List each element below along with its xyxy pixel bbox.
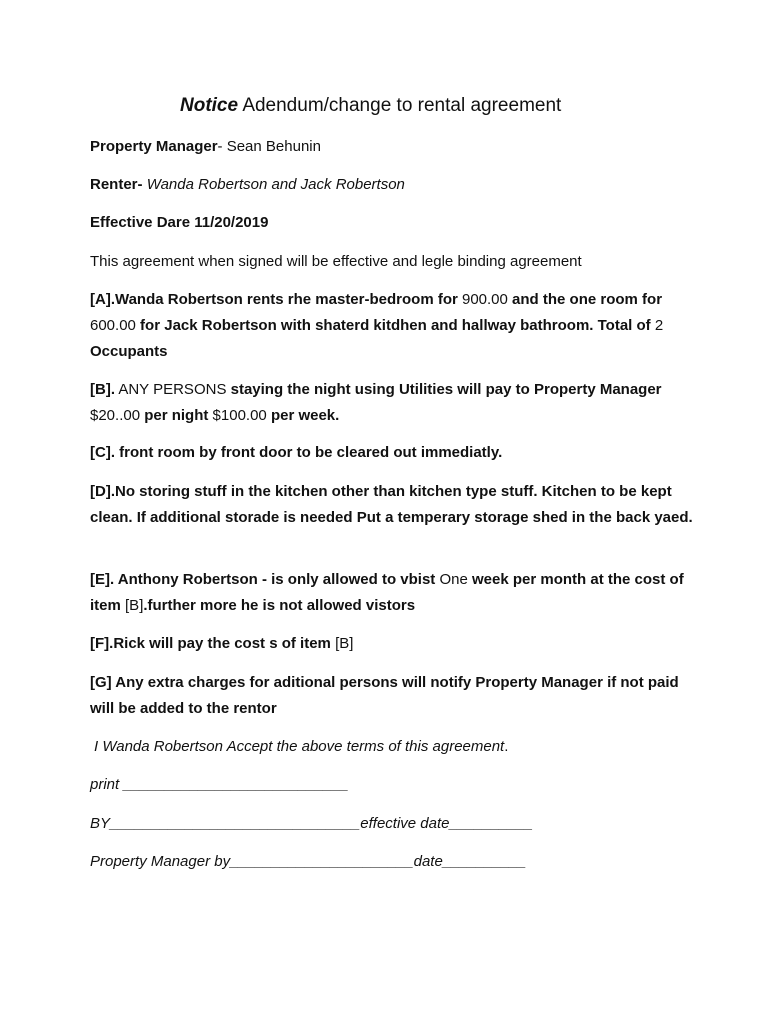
item-a-count: 2 [654, 317, 664, 334]
acceptance-text: I Wanda Robertson Accept the above terms of this agreement [94, 738, 505, 755]
item-e-text-1: Anthony Robertson - is only allowed to vbist [114, 571, 440, 588]
item-a-text-2: and the one room for [507, 291, 663, 308]
property-manager-line [90, 134, 700, 160]
print-signature-line[interactable]: print ___________________________ [90, 776, 349, 793]
item-c [90, 440, 700, 466]
item-c-label: [C]. [90, 444, 115, 461]
item-g-text: Any extra charges for aditional persons will notify Property Manager if not paid will be added to the rentor [90, 674, 679, 717]
item-a [90, 287, 700, 365]
title-rest: Adendum/change to rental agreement [242, 95, 562, 116]
effective-date-line: Effective Dare 11/20/2019 [90, 214, 269, 231]
acceptance-line [90, 734, 704, 760]
item-e-text-2: One [439, 571, 468, 588]
item-g-label: [G] [90, 674, 112, 691]
item-b-amount-1: $20..00 [90, 407, 141, 424]
item-b-text-1b: ONS [193, 381, 227, 398]
item-e-label: [E]. [90, 571, 115, 588]
item-f-label: [F]. [90, 635, 114, 652]
item-e-text-3: week per month at the cost of item [90, 571, 684, 614]
property-manager-value: - Sean Behunin [217, 138, 321, 155]
effective-date-field[interactable]: effective date__________ [360, 815, 533, 832]
page-title [90, 95, 768, 117]
item-a-amount-1: 900.00 [461, 291, 508, 308]
item-b-label: [B]. [90, 381, 115, 398]
property-manager-signature-line[interactable] [90, 849, 700, 875]
item-a-text-3: for Jack Robertson with shaterd kitdhen and hallway bathroom. Total of [135, 317, 655, 334]
item-d [90, 479, 700, 531]
item-d-label: [D]. [90, 483, 115, 500]
item-e-ref: [B] [125, 597, 144, 614]
item-a-text-1: [A].Wanda Robertson rents rhe master-bedroom for [90, 291, 462, 308]
item-d-text: No storing stuff in the kitchen other than kitchen type stuff. Kitchen to be kept clean. If additional storade is needed Put a temperary storage shed in the back yaed. [90, 483, 693, 526]
intro-text: This agreement when signed will be effective and legle binding agreement [90, 253, 582, 270]
by-signature-line[interactable] [90, 811, 700, 837]
item-a-text-4: Occupants [90, 343, 168, 360]
renter-label: Renter- [90, 176, 143, 193]
renter-value: Wanda Robertson and Jack Robertson [146, 176, 405, 193]
renter-line [90, 172, 700, 198]
by-field[interactable]: BY______________________________ [90, 815, 361, 832]
item-a-amount-2: 600.00 [90, 317, 136, 334]
item-b-text-1c: staying the night using Utilities will pay to Property Manager [226, 381, 662, 398]
title-notice: Notice [180, 95, 239, 116]
item-b-text-3: per week. [266, 407, 340, 424]
item-c-text: front room by front door to be cleared out immediatly. [115, 444, 503, 461]
pm-date-field[interactable]: date__________ [413, 853, 527, 870]
item-b-text-2: per night [140, 407, 213, 424]
item-f [90, 631, 700, 657]
property-manager-label: Property Manager [90, 138, 218, 155]
item-f-ref: [B] [335, 635, 354, 652]
acceptance-end: . [504, 738, 509, 755]
pm-by-field[interactable]: Property Manager by______________________ [90, 853, 414, 870]
item-g [90, 670, 700, 722]
item-b [90, 377, 700, 429]
item-e [90, 567, 700, 619]
item-b-text-1: ANY PERS [115, 381, 194, 398]
item-f-text: Rick will pay the cost s of item [113, 635, 336, 652]
item-b-amount-2: $100.00 [212, 407, 267, 424]
item-e-text-4: .further more he is not allowed vistors [143, 597, 416, 614]
